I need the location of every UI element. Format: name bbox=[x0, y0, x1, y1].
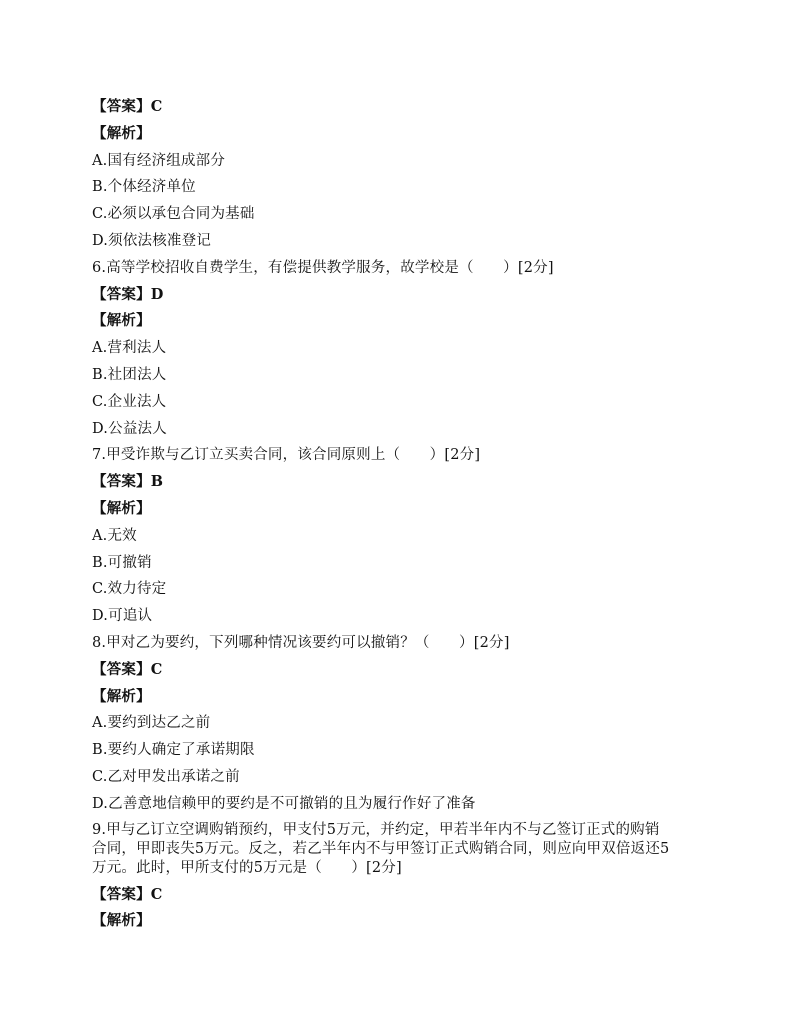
option-c: C.必须以承包合同为基础 bbox=[92, 206, 255, 223]
option-c: C.企业法人 bbox=[92, 393, 167, 410]
answer-label: 【答案】C bbox=[92, 98, 163, 115]
question-9-line: 万元。此时，甲所支付的5万元是（ ）[2分] bbox=[92, 859, 402, 876]
analysis-label: 【解析】 bbox=[92, 912, 151, 930]
option-a: A.营利法人 bbox=[92, 340, 167, 357]
analysis-label: 【解析】 bbox=[92, 499, 151, 517]
answer-label: 【答案】D bbox=[92, 285, 164, 303]
analysis-label: 【解析】 bbox=[92, 687, 151, 705]
option-d: D.须依法核准登记 bbox=[92, 232, 212, 249]
analysis-label: 【解析】 bbox=[92, 312, 151, 330]
option-b: B.个体经济单位 bbox=[92, 179, 196, 196]
option-b: B.要约人确定了承诺期限 bbox=[92, 742, 255, 759]
question-6: 6.高等学校招收自费学生，有偿提供教学服务，故学校是（ ）[2分] bbox=[92, 259, 554, 276]
question-8: 8.甲对乙为要约，下列哪种情况该要约可以撤销？（ ）[2分] bbox=[92, 634, 510, 651]
answer-label: 【答案】C bbox=[92, 660, 163, 678]
question-9 bbox=[92, 821, 732, 878]
question-9-line: 合同，甲即丧失5万元。反之，若乙半年内不与甲签订正式购销合同，则应向甲双倍返还5 bbox=[92, 840, 670, 857]
option-a: A.要约到达乙之前 bbox=[92, 715, 211, 732]
option-c: C.效力待定 bbox=[92, 581, 167, 598]
option-b: B.可撤销 bbox=[92, 554, 152, 571]
document-page bbox=[92, 94, 732, 935]
analysis-label: 【解析】 bbox=[92, 124, 151, 142]
option-d: D.乙善意地信赖甲的要约是不可撤销的且为履行作好了准备 bbox=[92, 795, 476, 812]
answer-label: 【答案】C bbox=[92, 885, 163, 903]
option-b: B.社团法人 bbox=[92, 366, 167, 383]
option-d: D.可追认 bbox=[92, 608, 153, 625]
question-9-line: 9.甲与乙订立空调购销预约，甲支付5万元，并约定，甲若半年内不与乙签订正式的购销 bbox=[92, 821, 660, 838]
option-c: C.乙对甲发出承诺之前 bbox=[92, 768, 240, 785]
option-a: A.国有经济组成部分 bbox=[92, 152, 226, 169]
option-a: A.无效 bbox=[92, 527, 137, 544]
option-d: D.公益法人 bbox=[92, 420, 167, 437]
answer-label: 【答案】B bbox=[92, 473, 164, 491]
question-7: 7.甲受诈欺与乙订立买卖合同，该合同原则上（ ）[2分] bbox=[92, 447, 481, 464]
